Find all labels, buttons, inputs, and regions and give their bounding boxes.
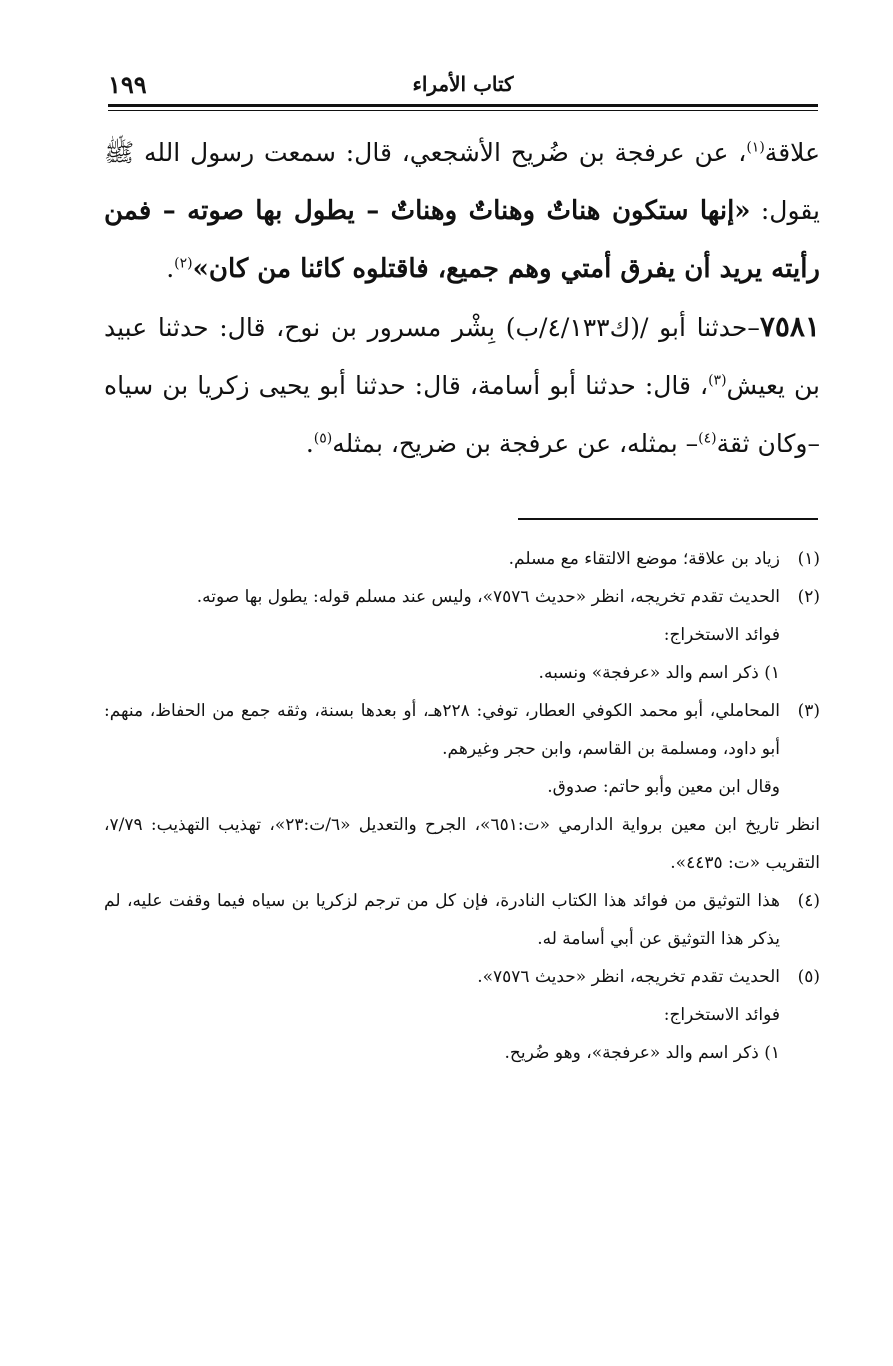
footnote-references: انظر تاريخ ابن معين برواية الدارمي «ت:٦٥١»، الجرح والتعديل «٦/ت:٢٣»، تهذيب التهذيب: ٧/٧٩، التقريب «ت: ٤٤٣٥». <box>104 815 820 873</box>
footnote-text: الحديث تقدم تخريجه، انظر «حديث ٧٥٧٦». <box>477 967 780 987</box>
hadith-quote: «إنها ستكون هناتٌ وهناتٌ وهناتٌ – يطول بها صوته – فمن رأيته يريد أن يفرق أمتي وهم جميع، فاقتلوه كائنا من كان» <box>104 196 820 284</box>
footnote-text: زياد بن علاقة؛ موضع الالتقاء مع مسلم. <box>508 549 780 569</box>
paragraph-2 <box>104 298 820 473</box>
footnote-ref[interactable]: (١) <box>746 139 765 156</box>
footnote-marker: (٥) <box>797 967 820 987</box>
footnote-2 <box>104 578 820 616</box>
footnote-subheading: فوائد الاستخراج: <box>663 625 780 645</box>
text-run: . <box>166 254 175 283</box>
running-header <box>108 72 818 102</box>
page-number: ١٩٩ <box>108 70 147 99</box>
footnotes <box>104 540 820 1072</box>
footnote-text: هذا التوثيق من فوائد هذا الكتاب النادرة، فإن كل من ترجم لزكريا بن سياه فيما وقفت عليه، لم يذكر هذا التوثيق عن أبي أسامة له. <box>104 891 780 949</box>
footnote-subheading: فوائد الاستخراج: <box>663 1005 780 1025</box>
footnote-1 <box>104 540 820 578</box>
text-run: ، عن عرفجة بن ضُريح الأشجعي، قال: سمعت رسول الله ﷺ يقول: <box>104 138 820 225</box>
footnote-marker: (٣) <box>797 701 820 721</box>
footnote-text: المحاملي، أبو محمد الكوفي العطار، توفي: ٢٢٨هـ، أو بعدها بسنة، وثقه جمع من الحفاظ، منهم: أبو داود، ومسلمة بن القاسم، وابن حجر وغيرهم. <box>104 701 780 759</box>
footnote-subitem: ١) ذكر اسم والد «عرفجة»، وهو ضُريح. <box>504 1043 780 1063</box>
footnote-5 <box>104 958 820 996</box>
paragraph-1 <box>104 124 820 298</box>
footnote-ref[interactable]: (٥) <box>313 430 333 447</box>
text-run: علاقة <box>764 138 820 167</box>
header-rule-thin <box>108 110 818 111</box>
footnote-ref[interactable]: (٣) <box>708 372 727 389</box>
footnote-4 <box>104 882 820 958</box>
footnote-marker: (٢) <box>797 587 820 607</box>
main-text <box>104 124 820 473</box>
footnote-marker: (٤) <box>797 891 820 911</box>
text-run: – بمثله، عن عرفجة بن ضريح، بمثله <box>332 429 699 458</box>
footnote-subitem: ١) ذكر اسم والد «عرفجة» ونسبه. <box>538 663 780 683</box>
book-title: كتاب الأمراء <box>412 72 514 96</box>
footnote-marker: (١) <box>797 549 820 569</box>
footnote-text: الحديث تقدم تخريجه، انظر «حديث ٧٥٧٦»، وليس عند مسلم قوله: يطول بها صوته. <box>196 587 780 607</box>
footnote-3 <box>104 692 820 768</box>
text-run: . <box>305 429 314 458</box>
header-rule-thick <box>108 104 818 107</box>
footnote-subitem: وقال ابن معين وأبو حاتم: صدوق. <box>547 777 780 797</box>
footnote-separator <box>518 518 818 520</box>
text-run: ، قال: حدثنا أبو أسامة، قال: حدثنا أبو يحيى زكريا بن سياه –وكان ثقة <box>104 371 820 458</box>
footnote-ref[interactable]: (٤) <box>698 430 717 447</box>
footnote-ref[interactable]: (٢) <box>174 255 193 272</box>
hadith-number: ٧٥٨١ <box>759 310 820 343</box>
text-run: –حدثنا أبو /(ك٤/١٣٣/ب) بِشْر مسرور بن نوح، قال: حدثنا عبيد بن يعيش <box>104 313 820 400</box>
